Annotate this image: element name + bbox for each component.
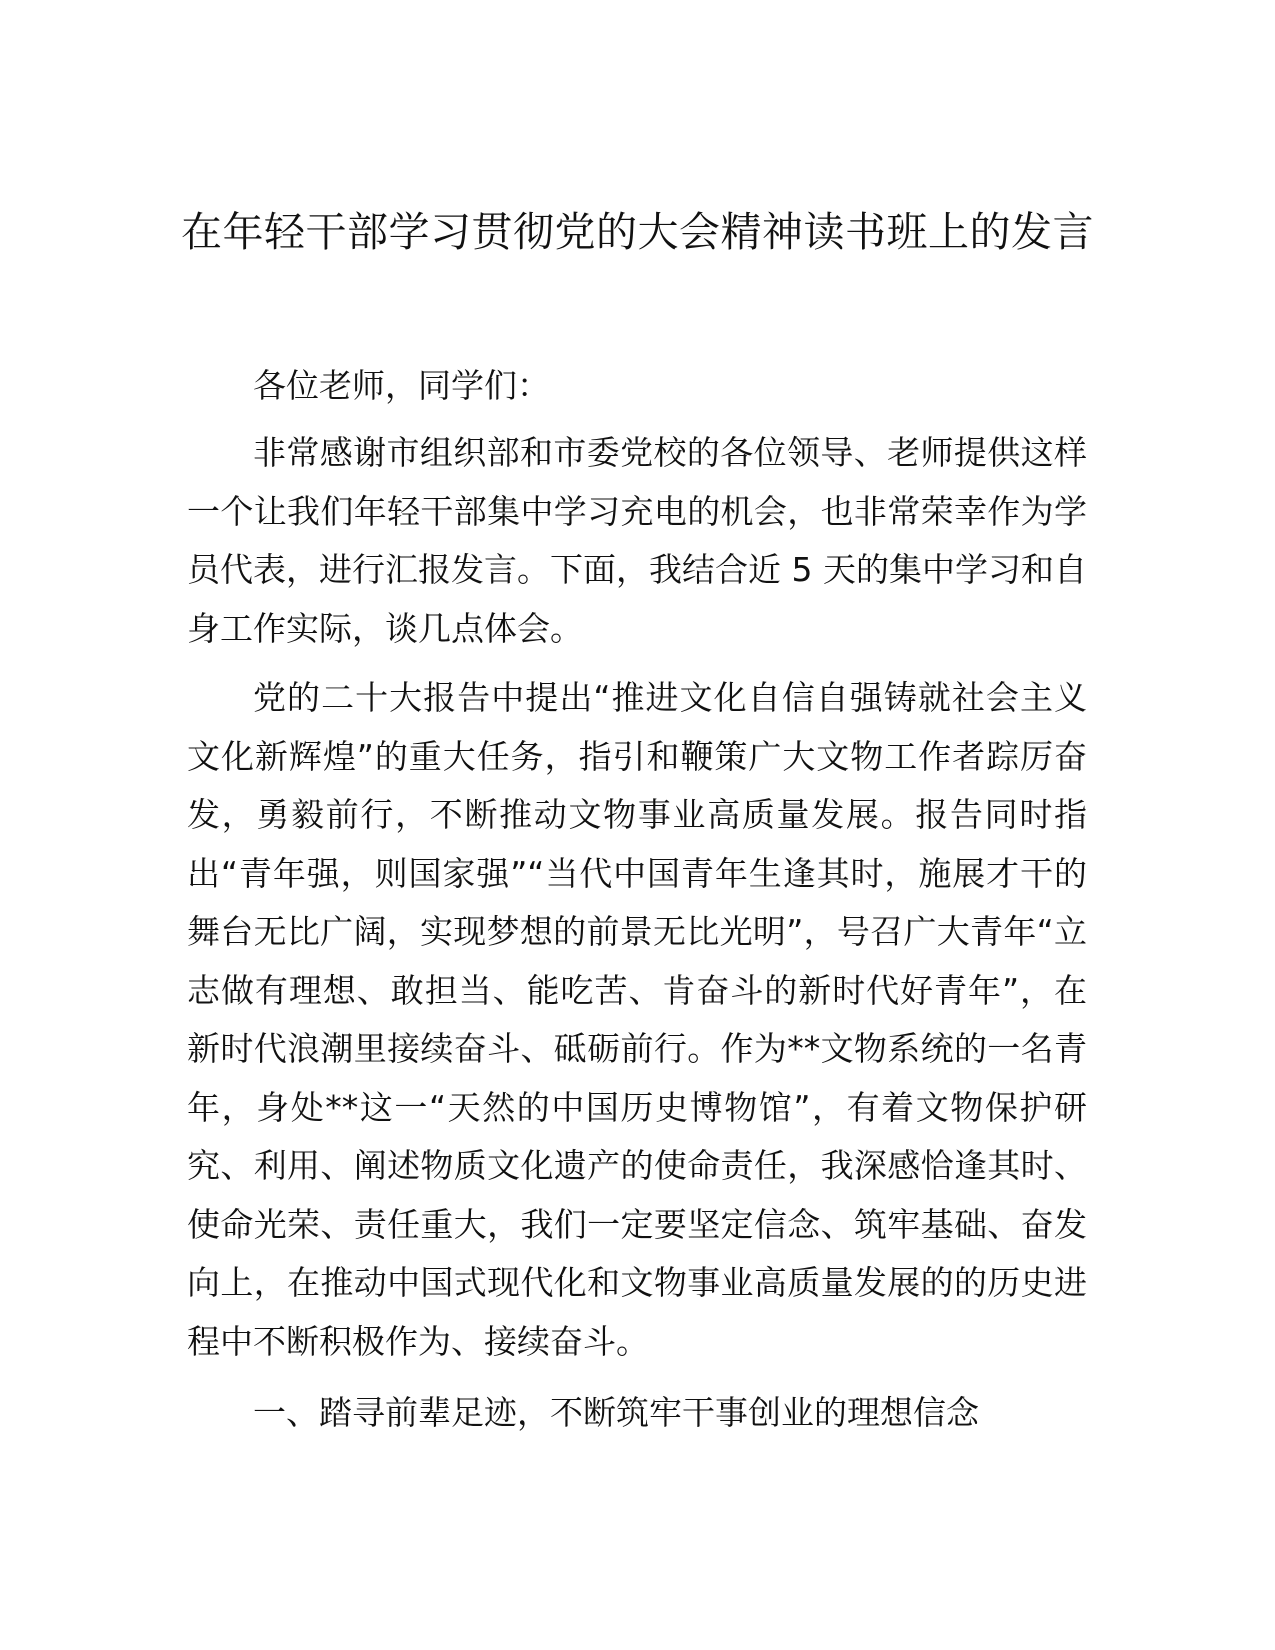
body-paragraph-report: 党的二十大报告中提出“推进文化自信自强铸就社会主义文化新辉煌”的重大任务，指引和鞭策广大文物工作者踪厉奋发，勇毅前行，不断推动文物事业高质量发展。报告同时指出“青年强，则国家强”“当代中国青年生逢其时，施展才干的舞台无比广阔，实现梦想的前景无比光明”，号召广大青年“立志做有理想、敢担当、能吃苦、肯奋斗的新时代好青年”，在新时代浪潮里接续奋斗、砥砺前行。作为**文物系统的一名青年，身处**这一“天然的中国历史博物馆”，有着文物保护研究、利用、阐述物质文化遗产的使命责任，我深感恰逢其时、使命光荣、责任重大，我们一定要坚定信念、筑牢基础、奋发向上，在推动中国式现代化和文物事业高质量发展的的历史进程中不断积极作为、接续奋斗。 <box>187 678 1087 1361</box>
salutation: 各位老师，同学们： <box>253 366 550 405</box>
document-title: 在年轻干部学习贯彻党的大会精神读书班上的发言 <box>181 208 1094 256</box>
section-heading-one: 一、踏寻前辈足迹，不断筑牢干事创业的理想信念 <box>253 1393 979 1432</box>
body-paragraph-intro: 非常感谢市组织部和市委党校的各位领导、老师提供这样一个让我们年轻干部集中学习充电的机会，也非常荣幸作为学员代表，进行汇报发言。下面，我结合近 5 天的集中学习和自身工作实际，谈几点体会。 <box>187 433 1087 648</box>
